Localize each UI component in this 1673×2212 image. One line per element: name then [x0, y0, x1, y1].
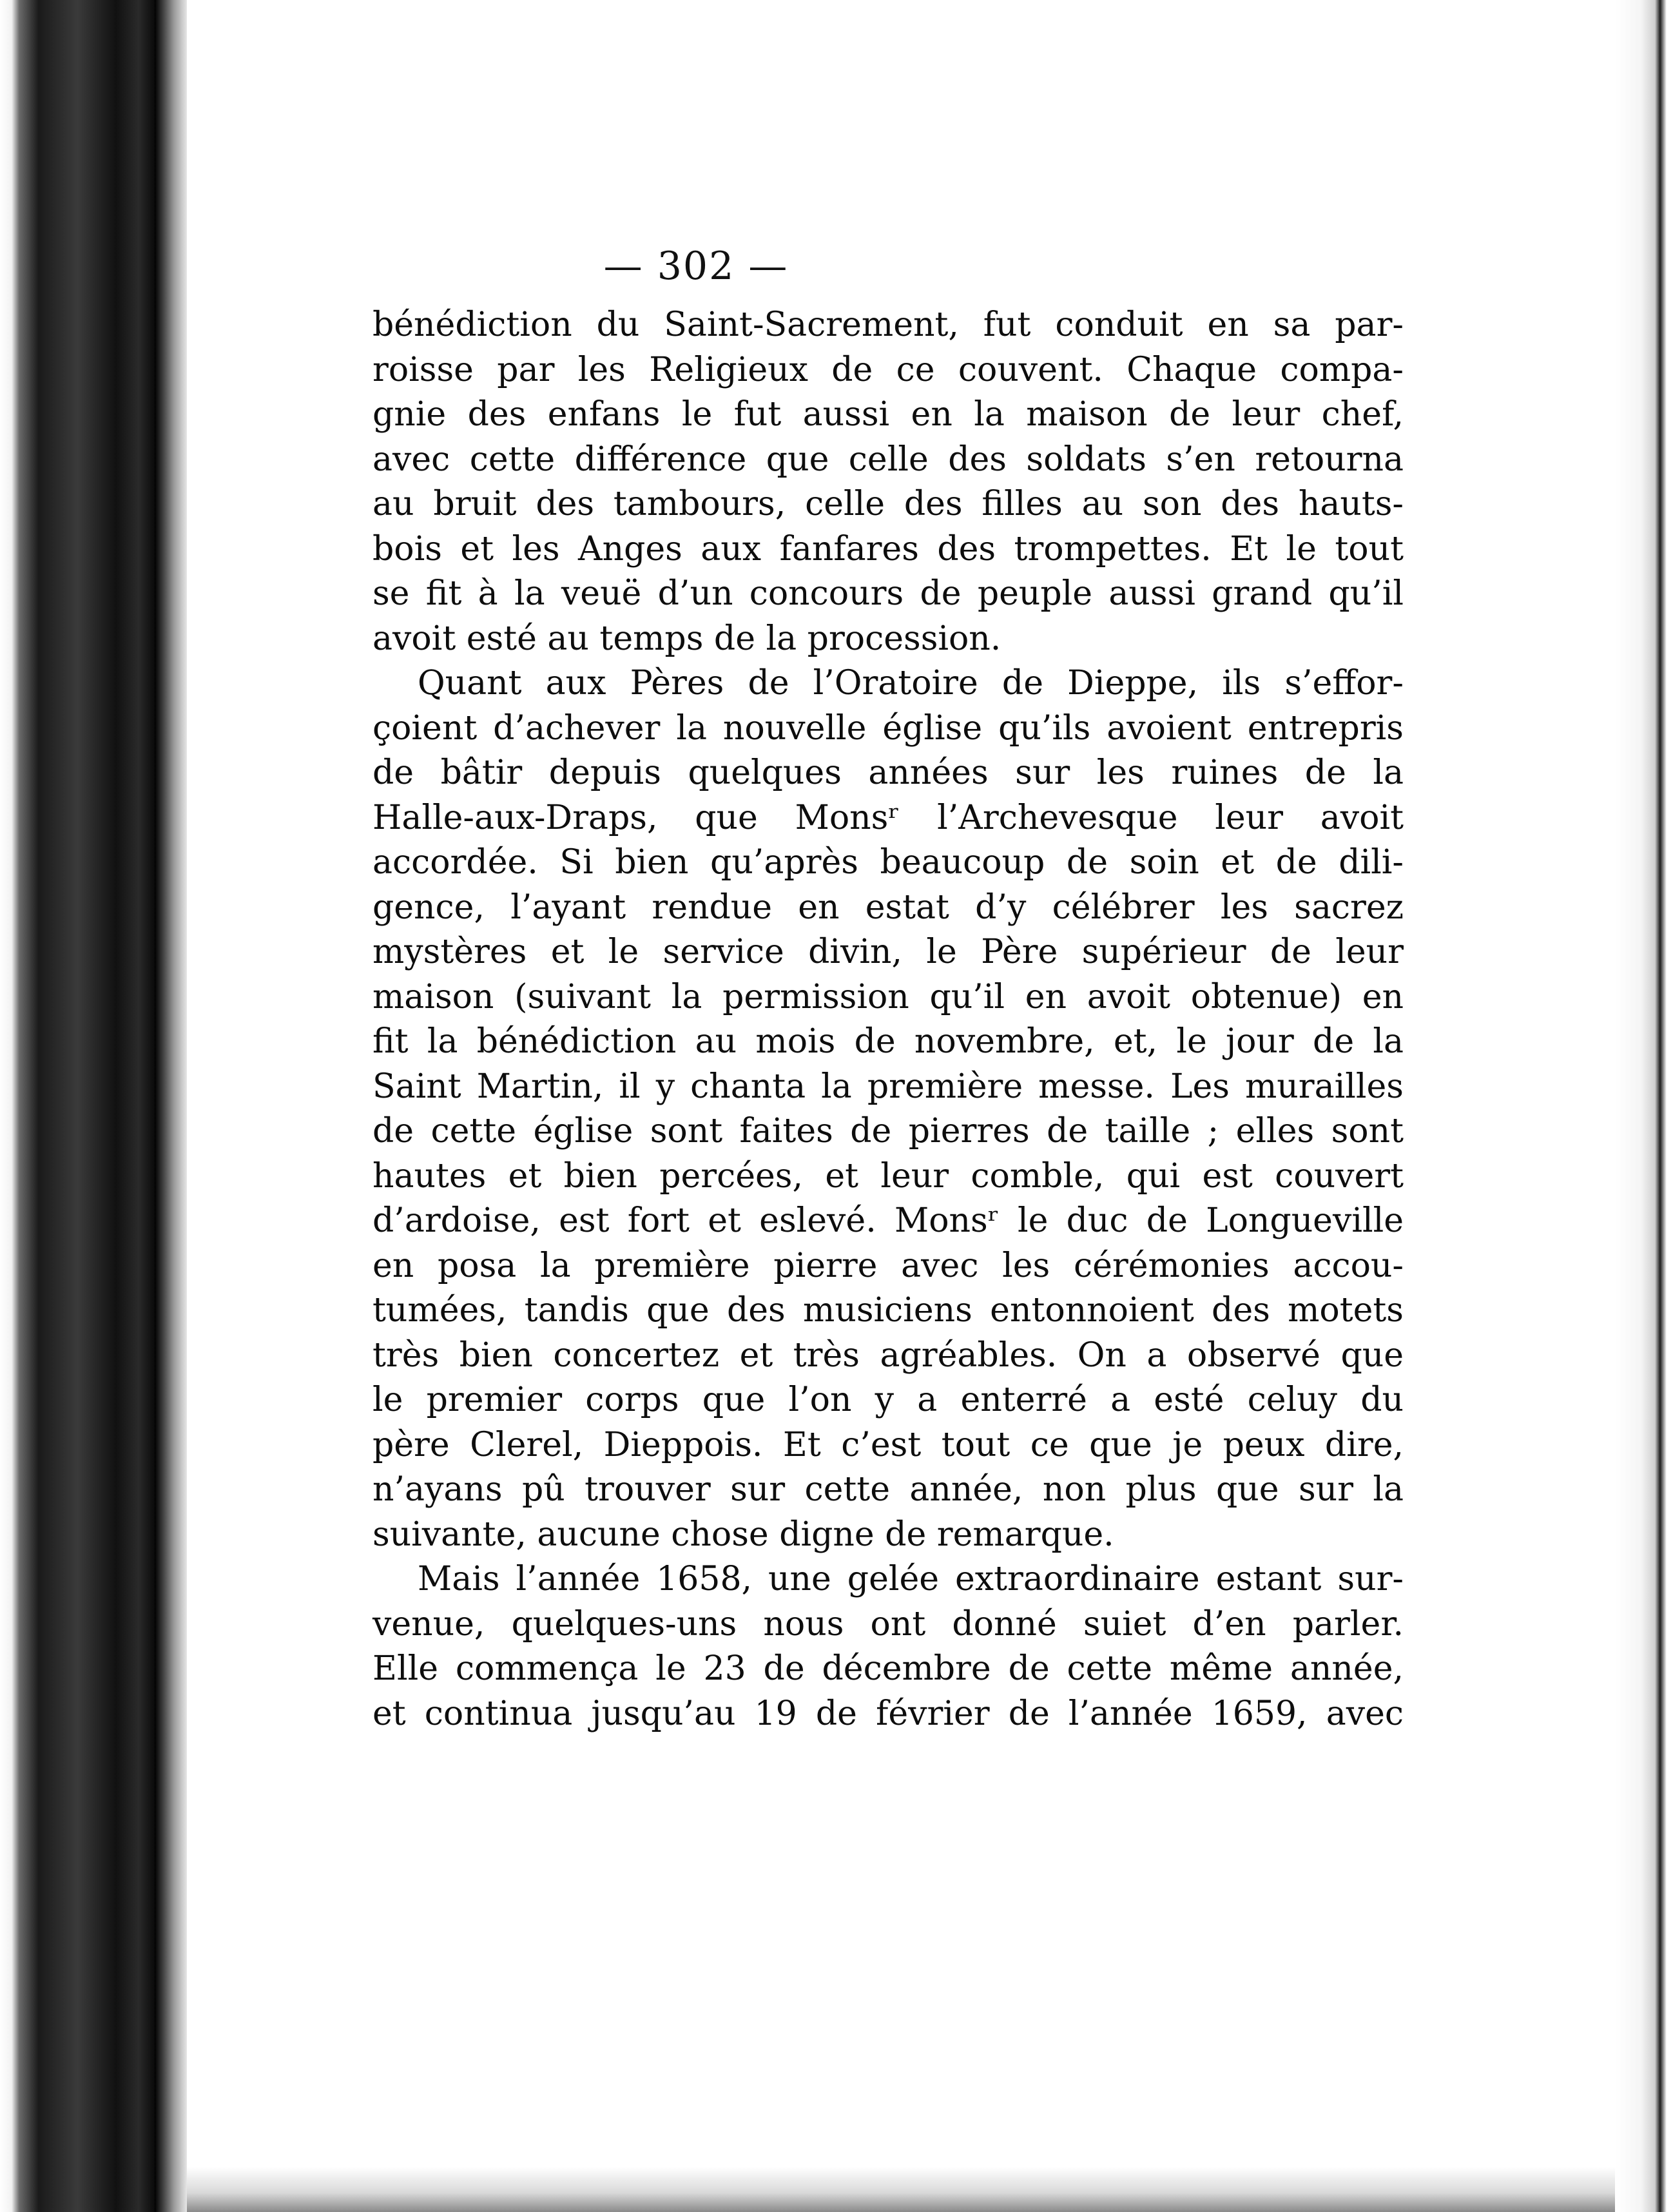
text-line: Saint Martin, il y chanta la première messe. Les murailles [372, 1067, 1404, 1106]
text-line: n’ayans pû trouver sur cette année, non plus que sur la [372, 1470, 1404, 1509]
text-line: de cette église sont faites de pierres de taille ; elles sont [372, 1112, 1404, 1150]
text-line: hautes et bien percées, et leur comble, qui est couvert [372, 1156, 1404, 1196]
text-line: suivante, aucune chose digne de remarque. [372, 1515, 1114, 1554]
text-line: avec cette différence que celle des soldats s’en retourna [372, 440, 1404, 479]
book-spine [0, 0, 155, 2212]
text-line: Mais l’année 1658, une gelée extraordinaire estant sur- [418, 1560, 1404, 1598]
text-line: en posa la première pierre avec les cérémonies accou- [372, 1246, 1404, 1285]
text-line: Elle commença le 23 de décembre de cette même année, [372, 1649, 1404, 1688]
text-line: gnie des enfans le fut aussi en la maison de leur chef, [372, 395, 1404, 434]
text-line: Quant aux Pères de l’Oratoire de Dieppe, ils s’effor- [418, 664, 1404, 703]
text-line: et continua jusqu’au 19 de février de l’année 1659, avec [372, 1694, 1404, 1733]
right-page-edge [1615, 0, 1673, 2212]
body-text [372, 303, 1404, 1736]
text-line: de bâtir depuis quelques années sur les ruines de la [372, 753, 1404, 792]
spine-shadow [155, 0, 187, 2212]
page-number: — 302 — [603, 244, 789, 289]
text-line: se fit à la veuë d’un concours de peuple aussi grand qu’il [372, 574, 1404, 613]
text-line: roisse par les Religieux de ce couvent. Chaque compa- [372, 350, 1404, 389]
text-line: bois et les Anges aux fanfares des trompettes. Et le tout [372, 529, 1404, 568]
text-line: bénédiction du Saint-Sacrement, fut conduit en sa par- [372, 306, 1404, 344]
text-line: maison (suivant la permission qu’il en avoit obtenue) en [372, 977, 1404, 1016]
text-line: très bien concertez et très agréables. On a observé que [372, 1335, 1404, 1375]
text-line: d’ardoise, est fort et eslevé. Monsʳ le duc de Longueville [372, 1201, 1404, 1240]
text-line: accordée. Si bien qu’après beaucoup de soin et de dili- [372, 843, 1404, 882]
text-line: le premier corps que l’on y a enterré a esté celuy du [372, 1381, 1404, 1419]
text-line: gence, l’ayant rendue en estat d’y célébrer les sacrez [372, 888, 1404, 927]
text-line: venue, quelques-uns nous ont donné suiet d’en parler. [372, 1604, 1404, 1644]
text-line: père Clerel, Dieppois. Et c’est tout ce que je peux dire, [372, 1425, 1404, 1464]
text-line: tumées, tandis que des musiciens entonnoient des motets [372, 1291, 1404, 1330]
text-line: mystères et le service divin, le Père supérieur de leur [372, 933, 1404, 971]
bottom-page-edge [187, 2167, 1615, 2212]
text-line: Halle-aux-Draps, que Monsʳ l’Archevesque leur avoit [372, 798, 1404, 837]
text-line: avoit esté au temps de la procession. [372, 619, 1001, 658]
text-line: fit la bénédiction au mois de novembre, et, le jour de la [372, 1022, 1404, 1061]
text-line: au bruit des tambours, celle des filles au son des hauts- [372, 485, 1404, 523]
text-line: çoient d’achever la nouvelle église qu’ils avoient entrepris [372, 708, 1404, 748]
